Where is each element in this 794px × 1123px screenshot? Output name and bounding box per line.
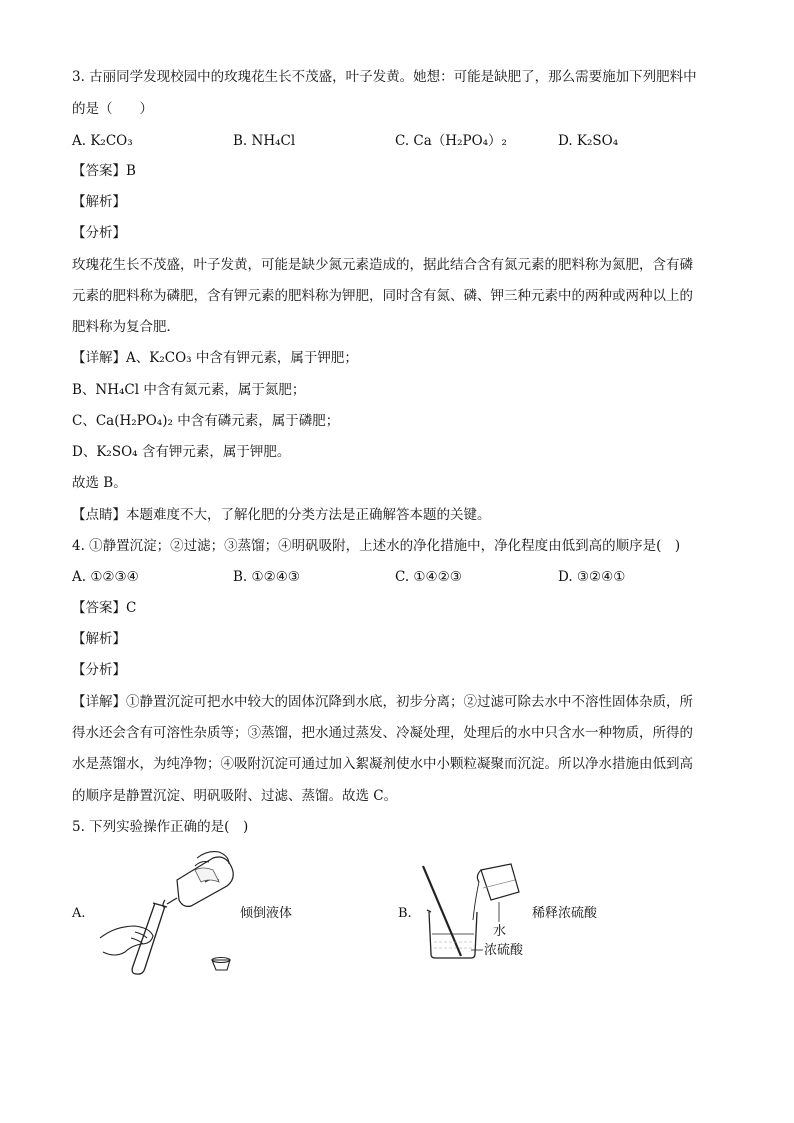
q4-option-a: A. ①②③④ [72, 569, 139, 585]
q5-stem: 5. 下列实验操作正确的是( ) [72, 819, 249, 835]
q3-detail-d: D、K₂SO₄ 含有钾元素，属于钾肥。 [72, 444, 291, 460]
q3-option-a: A. K₂CO₃ [72, 133, 133, 149]
q4-stem: 4. ①静置沉淀；②过滤；③蒸馏；④明矾吸附，上述水的净化措施中，净化程度由低到高的顺序是( ) [72, 538, 681, 554]
q4-detail-line-2: 得水还会含有可溶性杂质等；③蒸馏，把水通过蒸发、冷凝处理，处理后的水中只含水一种物质，所得的 [72, 725, 693, 741]
q4-option-c: C. ①④②③ [395, 569, 462, 585]
q3-conclusion: 故选 B。 [72, 475, 127, 491]
q4-option-d: D. ③②④① [558, 569, 626, 585]
q3-fenxi-line-1: 玫瑰花生长不茂盛，叶子发黄，可能是缺少氮元素造成的，据此结合含有氮元素的肥料称为氮肥，含有磷 [72, 257, 693, 273]
q3-stem-line-2: 的是（ ） [72, 101, 153, 117]
pouring-liquid-illustration [95, 848, 245, 978]
q3-fenxi-heading: 【分析】 [72, 225, 126, 241]
q3-stem-line-1: 3. 古丽同学发现校园中的玫瑰花生长不茂盛，叶子发黄。她想：可能是缺肥了，那么需要施加下列肥料中 [72, 69, 697, 85]
q5-option-a-letter: A. [72, 906, 86, 921]
q3-detail-a: 【详解】A、K₂CO₃ 中含有钾元素，属于钾肥； [72, 350, 358, 366]
q3-detail-b: B、NH₄Cl 中含有氮元素，属于氮肥； [72, 382, 306, 398]
q3-comment: 【点睛】本题难度不大，了解化肥的分类方法是正确解答本题的关键。 [72, 507, 491, 523]
q3-answer: 【答案】B [72, 163, 136, 179]
q4-fenxi-heading: 【分析】 [72, 662, 126, 678]
q4-answer: 【答案】C [72, 600, 137, 616]
q5-option-b-acid-label: 浓硫酸 [484, 943, 524, 958]
q4-detail-line-3: 水是蒸馏水，为纯净物；④吸附沉淀可通过加入絮凝剂使水中小颗粒凝聚而沉淀。所以净水措施由低到高 [72, 756, 693, 772]
q4-detail-line-4: 的顺序是静置沉淀、明矾吸附、过滤、蒸馏。故选 C。 [72, 788, 398, 804]
q3-analysis-heading: 【解析】 [72, 194, 126, 210]
q3-fenxi-line-2: 元素的肥料称为磷肥，含有钾元素的肥料称为钾肥，同时含有氮、磷、钾三种元素中的两种或两种以上的 [72, 288, 693, 304]
q4-analysis-heading: 【解析】 [72, 631, 126, 647]
q4-option-b: B. ①②④③ [233, 569, 300, 585]
q3-option-d: D. K₂SO₄ [558, 133, 619, 149]
q5-option-b-letter: B. [398, 906, 412, 921]
q5-option-b-water-label: 水 [493, 924, 507, 939]
q3-option-b: B. NH₄Cl [233, 133, 296, 149]
q4-detail-line-1: 【详解】①静置沉淀可把水中较大的固体沉降到水底，初步分离；②过滤可除去水中不溶性固体杂质，所 [72, 694, 693, 710]
q3-detail-c: C、Ca(H₂PO₄)₂ 中含有磷元素，属于磷肥； [72, 413, 340, 429]
q3-option-c: C. Ca（H₂PO₄）₂ [395, 133, 507, 149]
q5-option-b-caption: 稀释浓硫酸 [532, 906, 598, 921]
q5-option-a-caption: 倾倒液体 [240, 906, 293, 921]
q3-fenxi-line-3: 肥料称为复合肥． [72, 319, 180, 335]
